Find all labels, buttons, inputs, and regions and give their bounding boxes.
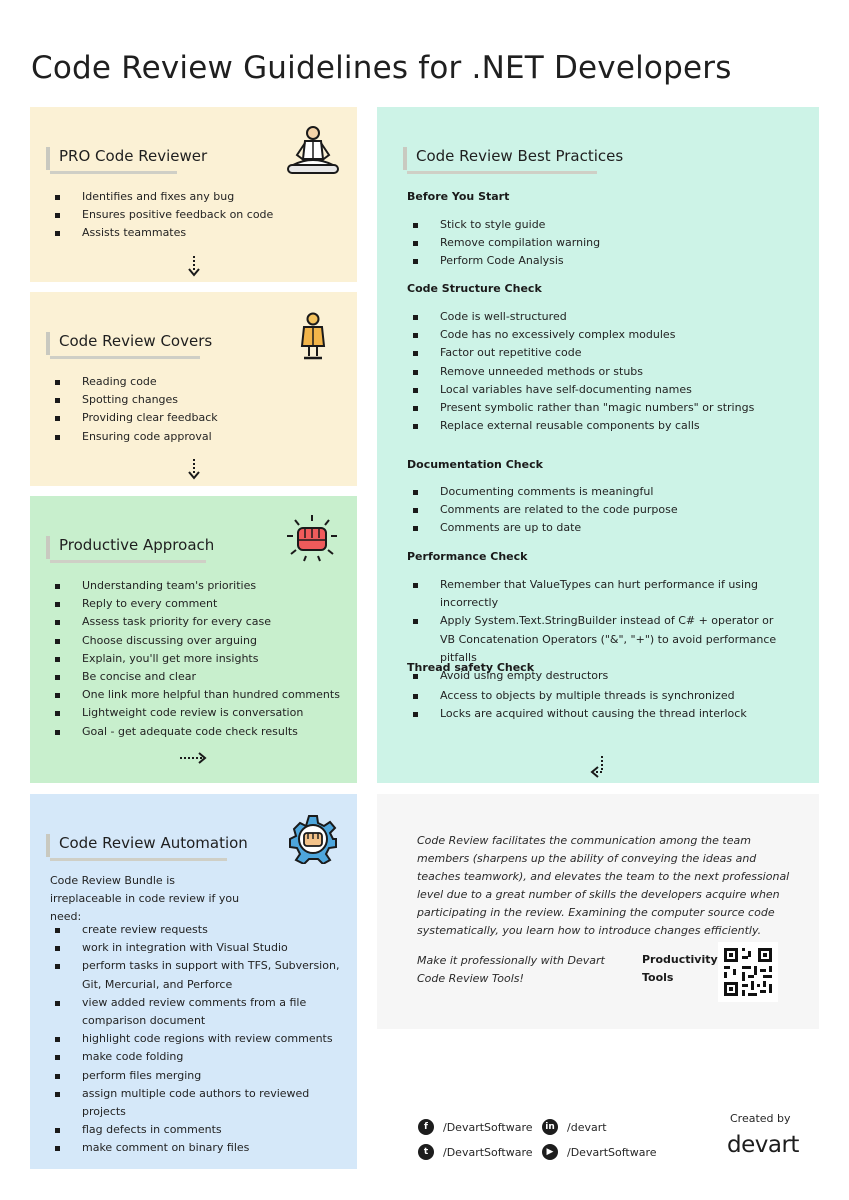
list-item: Assists teammates xyxy=(55,224,345,242)
list-item: Comments are related to the code purpose xyxy=(413,501,813,519)
list-item: Ensures positive feedback on code xyxy=(55,206,345,224)
list-item: Documenting comments is meaningful xyxy=(413,483,813,501)
youtube-icon: ▶ xyxy=(542,1144,558,1160)
structure-list xyxy=(413,308,813,435)
facebook-handle: /DevartSoftware xyxy=(443,1120,533,1134)
twitter-handle: /DevartSoftware xyxy=(443,1145,533,1159)
performance-heading: Performance Check xyxy=(407,550,528,563)
list-item: Apply System.Text.StringBuilder instead of C# + operator or VB Concatenation Operators ("&", "+") to avoid performance pitfalls xyxy=(413,612,788,667)
list-item: Understanding team's priorities xyxy=(55,577,355,595)
summary-cta: Make it professionally with Devart Code Review Tools! xyxy=(417,954,605,985)
list-item: view added review comments from a file comparison document xyxy=(55,994,345,1030)
best-practices-title: Code Review Best Practices xyxy=(403,147,597,170)
meditating-person-icon xyxy=(285,125,341,177)
best-practices-panel xyxy=(377,107,819,783)
list-item: perform tasks in support with TFS, Subversion, Git, Mercurial, and Perforce xyxy=(55,957,345,993)
list-item: Choose discussing over arguing xyxy=(55,632,355,650)
covers-panel xyxy=(30,292,357,486)
list-item: Avoid using empty destructors xyxy=(413,667,788,685)
arrow-down-icon xyxy=(187,459,201,481)
linkedin-icon: in xyxy=(542,1119,558,1135)
arrow-right-icon xyxy=(180,751,208,765)
list-item: Explain, you'll get more insights xyxy=(55,650,355,668)
summary-paragraph: Code Review facilitates the communication among the team members (sharpens up the ability of conveying the ideas and teaches teamwork), and elevates the team to the next professional level due to a great number of skills the developers acquire when participating in the review. Examining the computer source code systematically, you learn how to introduce changes efficiently. xyxy=(417,834,790,937)
person-standing-icon xyxy=(296,312,330,364)
list-item: work in integration with Visual Studio xyxy=(55,939,345,957)
summary-panel xyxy=(377,794,819,1029)
list-item: Factor out repetitive code xyxy=(413,344,813,362)
list-item: Code is well-structured xyxy=(413,308,813,326)
automation-list xyxy=(55,921,345,1158)
list-item: Perform Code Analysis xyxy=(413,252,813,270)
pro-reviewer-title: PRO Code Reviewer xyxy=(46,147,177,170)
thread-heading: Thread safety Check xyxy=(407,661,535,674)
arrow-down-left-icon xyxy=(590,756,608,778)
list-item: assign multiple code authors to reviewed projects xyxy=(55,1085,345,1121)
pro-reviewer-list xyxy=(55,188,345,243)
pro-reviewer-panel xyxy=(30,107,357,282)
automation-title: Code Review Automation xyxy=(46,834,227,857)
arrow-down-icon xyxy=(187,256,201,278)
list-item: One link more helpful than hundred comments xyxy=(55,686,355,704)
productivity-line-1: Productivity xyxy=(642,953,718,966)
before-list xyxy=(413,216,813,271)
list-item: Access to objects by multiple threads is synchronized xyxy=(413,687,813,705)
list-item: Code has no excessively complex modules xyxy=(413,326,813,344)
list-item: Locks are acquired without causing the thread interlock xyxy=(413,705,813,723)
linkedin-link[interactable] xyxy=(542,1119,607,1135)
gear-fist-icon xyxy=(288,814,338,864)
productive-list xyxy=(55,577,355,741)
list-item: perform files merging xyxy=(55,1067,345,1085)
list-item: Present symbolic rather than "magic numbers" or strings xyxy=(413,399,813,417)
twitter-icon: t xyxy=(418,1144,434,1160)
list-item: Assess task priority for every case xyxy=(55,613,355,631)
list-item: Lightweight code review is conversation xyxy=(55,704,355,722)
list-item: make comment on binary files xyxy=(55,1139,345,1157)
automation-intro: Code Review Bundle is irreplaceable in code review if you need: xyxy=(50,874,240,924)
list-item: Be concise and clear xyxy=(55,668,355,686)
list-item: flag defects in comments xyxy=(55,1121,345,1139)
productive-title: Productive Approach xyxy=(46,536,206,559)
before-heading: Before You Start xyxy=(407,190,510,203)
documentation-heading: Documentation Check xyxy=(407,458,543,471)
qr-code-icon xyxy=(718,942,778,1002)
covers-list xyxy=(55,373,345,446)
documentation-list xyxy=(413,483,813,538)
youtube-handle: /DevartSoftware xyxy=(567,1145,657,1159)
list-item: Spotting changes xyxy=(55,391,345,409)
twitter-link[interactable] xyxy=(418,1144,533,1160)
list-item: Remove unneeded methods or stubs xyxy=(413,363,813,381)
productivity-line-2: Tools xyxy=(642,971,674,984)
list-item: Goal - get adequate code check results xyxy=(55,723,355,741)
list-item: make code folding xyxy=(55,1048,345,1066)
facebook-link[interactable] xyxy=(418,1119,533,1135)
list-item: highlight code regions with review comments xyxy=(55,1030,345,1048)
linkedin-handle: /devart xyxy=(567,1120,607,1134)
list-item: Stick to style guide xyxy=(413,216,813,234)
list-item: Ensuring code approval xyxy=(55,428,345,446)
fist-punch-icon xyxy=(286,514,338,564)
structure-heading: Code Structure Check xyxy=(407,282,542,295)
list-item: Identifies and fixes any bug xyxy=(55,188,345,206)
list-item: Remember that ValueTypes can hurt performance if using incorrectly xyxy=(413,576,788,612)
list-item: Reading code xyxy=(55,373,345,391)
youtube-link[interactable] xyxy=(542,1144,657,1160)
created-by-label: Created by xyxy=(730,1112,791,1125)
page-title: Code Review Guidelines for .NET Developers xyxy=(31,50,732,86)
devart-logo: devart xyxy=(727,1132,799,1158)
productive-panel xyxy=(30,496,357,783)
list-item: Replace external reusable components by calls xyxy=(413,417,813,435)
thread-list xyxy=(413,687,813,723)
list-item: Providing clear feedback xyxy=(55,409,345,427)
covers-title: Code Review Covers xyxy=(46,332,200,355)
automation-panel xyxy=(30,794,357,1169)
list-item: Local variables have self-documenting names xyxy=(413,381,813,399)
list-item: create review requests xyxy=(55,921,345,939)
list-item: Reply to every comment xyxy=(55,595,355,613)
facebook-icon: f xyxy=(418,1119,434,1135)
list-item: Comments are up to date xyxy=(413,519,813,537)
list-item: Remove compilation warning xyxy=(413,234,813,252)
